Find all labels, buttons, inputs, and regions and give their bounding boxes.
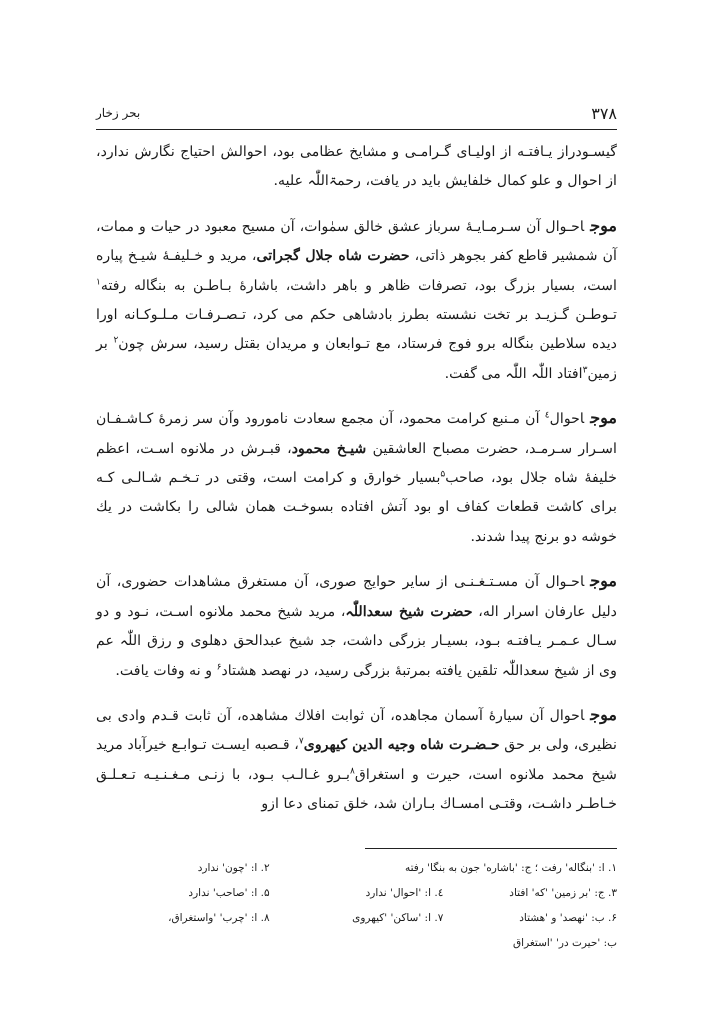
footnote-rule bbox=[365, 848, 617, 849]
person-name: حضرت شاه جلال گجراتی bbox=[256, 248, 410, 265]
paragraph-shah-jalal: موجاحـوال آن سـرمـایـهٔ سرباز عشق خالق سمٰوات، آن مسیح معبود در حیات و ممات، آن شمشیر قاطع کفر بجوهر ذاتی، حضرت شاه جلال گجراتی، مرید و خـلیفـهٔ شیـخ پیاره است، بسیار بزرگ بود، تصرفات ظاهر و باهر داشت، باشارهٔ بـاطـن به بنگاله رفته$^۱$ تـوطـن گـزیـد بر تخت نشسته بطرز بادشاهی حکم می کرد، تـصـرفـات مـلـوکـانه اورا دیده سلاطین بنگاله برو فوج فرستاد، مع تـوابعان و مریدان بقتل رسید، سرش چون$^۲$ بر زمین$^۳$افتاد اللّٰہ اللّٰہ می گفت. bbox=[96, 215, 617, 382]
paragraph-wajihuddin: موجاحوال آن سیارهٔ آسمان مجاهده، آن ثوابت افلاك مشاهده، آن ثابت قـدم وادی بی نظیری، ولی بر حق حـضـرت شاه وجیه الدین کیهروی$^۷$، قـصبه ایسـت تـوابـع خیرآباد مرید شیخ محمد ملانوه است، حیرت و استغراق$^۸$بـرو غـالـب بـود، با زنـی مـغـنـیـه تـعـلـق خـاطـر داشـت، وقتـی امسـاك بـاران شد، خلق تمنای دعا ازو bbox=[96, 704, 617, 813]
footnote: ٤. ا: 'احوال' ندارد bbox=[365, 887, 444, 899]
footnote: ۵. ا: 'صاحب' ندارد bbox=[188, 887, 270, 899]
footnote-ref: ۶ bbox=[216, 661, 222, 672]
paragraph-continuation: گیسـودراز یـافتـه از اولیـای گـرامـی و مشایخ عظامی بود، احوالش احتیاج نگارش ندارد، از احوال و علو کمال خلفایش باید در یافت، رحمۃاللّٰہ علیه. bbox=[96, 144, 617, 190]
footnote-ref: ۸ bbox=[350, 765, 355, 776]
footnote-row bbox=[96, 881, 617, 906]
person-name: حضرت شیخ سعداللّٰہ bbox=[345, 603, 473, 620]
header-rule bbox=[96, 129, 617, 130]
footnote-ref: ۱ bbox=[96, 276, 101, 287]
footnote: ۱. ا: 'بنگاله' رفت ؛ ج: 'باشاره' جون به بنگا' رفته bbox=[404, 862, 617, 874]
footnote-row bbox=[96, 906, 617, 931]
page-number: ۳۷۸ bbox=[591, 104, 617, 123]
footnote: ۷. ا: 'ساکن' 'کیهروی bbox=[352, 912, 444, 924]
page-header bbox=[96, 104, 617, 128]
paragraph-shaikh-mahmud: موجاحوال$^٤$ آن مـنبع کرامت محمود، آن مجمع سعادت نامورود وآن سر زمرهٔ کـاشـفـان اسـرار سـرمـد، حضرت مصباح العاشقین شیـخ محمود، قبـرش در ملانوه اسـت، اعظم خلیفهٔ شاه جلال بود، صاحب$^۵$بسیار خوارق و کرامت است، وقتی در تـخـم شـالـی کـه برای کاشت قطعات کفاف او بود آتش افتاده بسوخـت همان شالی را بکاشت در یك خوشه دو برنج پیدا شدند. bbox=[96, 408, 617, 545]
body-text bbox=[96, 138, 617, 834]
footnote-row bbox=[96, 931, 617, 956]
footnotes bbox=[96, 856, 617, 956]
section-marker: موج bbox=[590, 408, 617, 428]
running-title: بحر زخار bbox=[96, 106, 141, 120]
footnote: ۳. ج: 'بر زمین' 'که' افتاد bbox=[509, 887, 617, 899]
footnote-ref: ۷ bbox=[298, 736, 304, 747]
section-marker: موج bbox=[590, 704, 617, 724]
footnote-ref: ٤ bbox=[544, 410, 550, 421]
footnote-ref: ۲ bbox=[113, 335, 119, 346]
section-marker: موج bbox=[590, 571, 617, 591]
footnote-ref: ۵ bbox=[440, 469, 446, 480]
footnote: ۶. ب: 'نهصد' و 'هشتاد bbox=[519, 912, 617, 924]
person-name: شیـخ محمود bbox=[291, 440, 367, 457]
paragraph-saadullah: موجاحـوال آن مسـتـغـنـی از سایر حوایج صوری، آن مستغرق مشاهدات حضوری، آن دلیل عارفان اسرار اله، حضرت شیخ سعداللّٰہ، مرید شیخ محمد ملانوه اسـت، نـود و دو سـال عـمـر یـافتـه بـود، بسیـار بزرگی داشت، جد شیخ عبدالحق دهلوی و رزق اللّٰہ عم وی از شیخ سعداللّٰہ تلقین یافته بمرتبهٔ بزرگی رسید، در نهصد هشتاد$^۶$ و نه وفات یافت. bbox=[96, 571, 617, 679]
person-name: حـضـرت شاه وجیه الدین کیهروی bbox=[303, 737, 500, 754]
footnote-row bbox=[96, 856, 617, 881]
footnote-ref: ۳ bbox=[582, 365, 588, 376]
footnote: ۸. ا: 'چرب' 'واستغراق، bbox=[168, 912, 270, 924]
footnote: ۲. ا: 'چون' ندارد bbox=[197, 862, 270, 874]
section-marker: موج bbox=[590, 215, 617, 235]
footnote: ب: 'حیرت در' 'استغراق bbox=[513, 937, 617, 949]
